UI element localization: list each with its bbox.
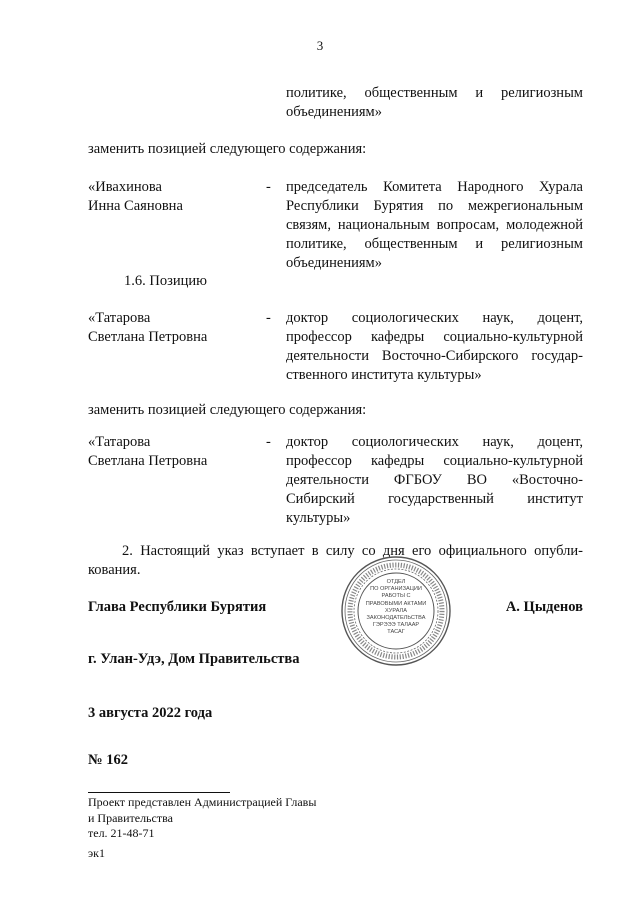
seal-line: ГЭРЭЭЭ ТАЛААР [372,622,420,629]
signatory-title: Глава Республики Бурятия [88,599,267,615]
seal-line: ОТДЕЛ [386,579,406,585]
footer-line: тел. 21-48-71 [88,826,155,840]
position-name [88,433,263,471]
paragraph-line: кования. [88,562,141,578]
decree-number: № 162 [88,752,128,768]
desc-line: политике, общественным и религиозным [286,236,583,252]
seal-line: ПРАВОВЫМИ АКТАМИ [365,600,427,607]
desc-line: деятельности ФГБОУ ВО «Восточно- [286,472,583,488]
signatory-name: А. Цыденов [505,599,583,615]
footer-line: Проект представлен Администрацией Главы [88,795,317,809]
seal-line: ХУРАЛА [385,607,407,614]
text-line: политике, общественным и религиозным [286,85,583,101]
desc-line: профессор кафедры социально-культурной [286,329,583,345]
seal-line: РАБОТЫ С [381,593,411,600]
desc-line: деятельности Восточно-Сибирского государ- [286,348,583,364]
position-description [286,309,583,385]
paragraph-line: 2. Настоящий указ вступает в силу со дня его официального опубли- [122,543,583,559]
name-line: «Татарова [88,434,151,450]
desc-line: ственного института культуры» [286,367,482,383]
name-line: «Татарова [88,310,151,326]
position-description [286,433,583,528]
signing-place: г. Улан-Удэ, Дом Правительства [88,651,300,667]
desc-line: Сибирский государственный институт [286,491,583,507]
desc-line: председатель Комитета Народного Хурала [286,179,583,195]
replace-label: заменить позицией следующего содержания: [88,402,367,418]
footer-line: и Правительства [88,810,173,825]
desc-line: Республики Бурятия по межрегиональным [286,198,583,214]
seal-line: ЗАКОНОДАТЕЛЬСТВА [366,615,426,622]
replace-label: заменить позицией следующего содержания: [88,141,367,157]
desc-line: связям, национальным вопросам, молодежной [286,217,583,233]
page-number: 3 [316,38,324,53]
seal-line: ТАСАГ [387,629,405,636]
footer-divider [88,792,230,793]
desc-line: доктор социологических наук, доцент, [286,310,583,326]
position-name [88,178,263,216]
continued-position-text [286,84,583,122]
text-line: объединениям» [286,104,382,120]
desc-line: доктор социологических наук, доцент, [286,434,583,450]
name-line: «Ивахинова [88,179,162,195]
position-description [286,178,583,273]
seal-text [358,579,434,637]
position-dash: - [266,179,271,195]
desc-line: объединениям» [286,255,382,271]
desc-line: культуры» [286,510,351,526]
footer-note [88,795,316,842]
name-line: Светлана Петровна [88,329,208,345]
position-dash: - [266,310,271,326]
section-heading: 1.6. Позицию [124,273,207,289]
seal-line: ПО ОРГАНИЗАЦИИ [370,586,422,593]
signing-date: 3 августа 2022 года [88,705,213,721]
official-seal [340,555,452,667]
position-name [88,309,263,347]
position-dash: - [266,434,271,450]
desc-line: профессор кафедры социально-культурной [286,453,583,469]
paragraph-2 [88,542,583,580]
name-line: Светлана Петровна [88,453,208,469]
footer-code: эк1 [88,846,105,860]
name-line: Инна Саяновна [88,198,183,214]
